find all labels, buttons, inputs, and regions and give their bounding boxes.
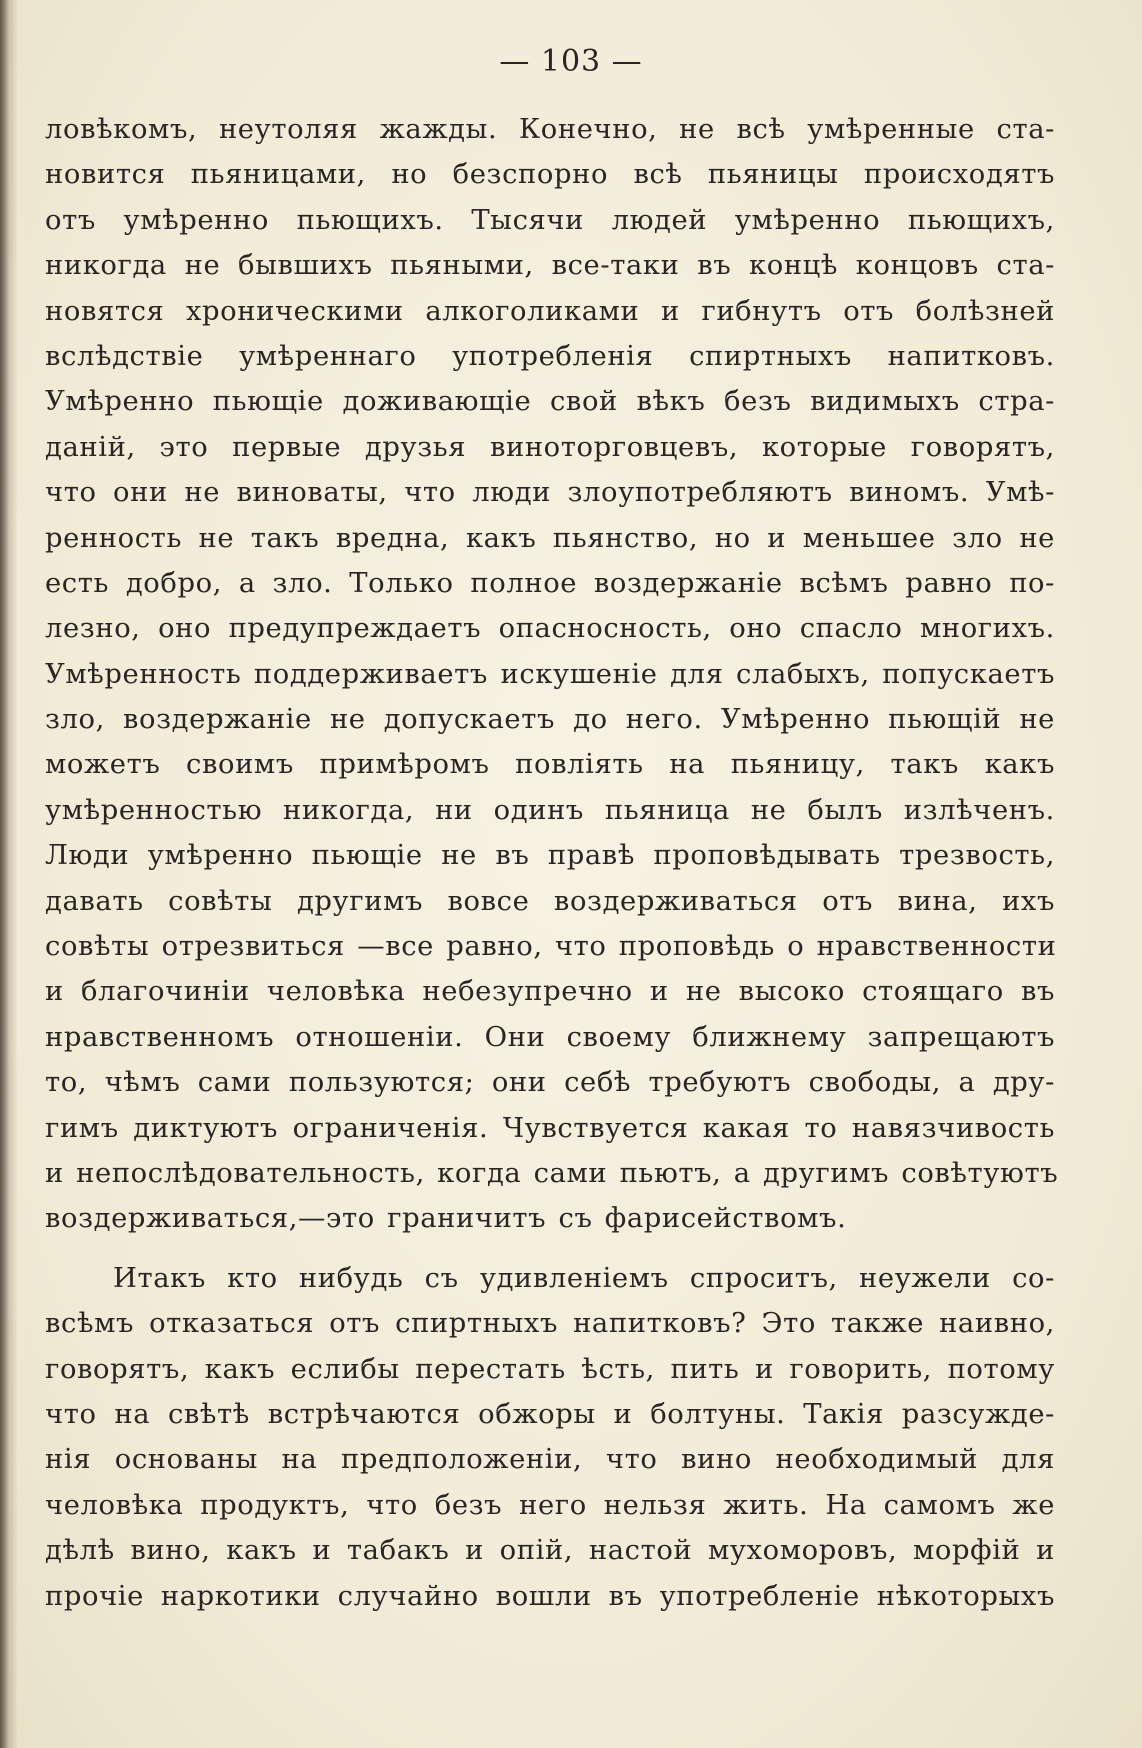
- paragraph-1: [45, 107, 1059, 1242]
- text-line: дѣлѣ вино, какъ и табакъ и опій, настой мухоморовъ, морфій и: [45, 1535, 1055, 1567]
- text-line: нравственномъ отношеніи. Они своему ближнему запрещаютъ: [45, 1021, 1055, 1053]
- text-line: ренность не такъ вредна, какъ пьянство, но и меньшее зло не: [45, 522, 1055, 554]
- text-line: воздерживаться,—это граничитъ съ фарисействомъ.: [45, 1203, 847, 1235]
- text-line: новятся хроническими алкоголиками и гибнутъ отъ болѣзней: [45, 295, 1055, 327]
- text-line: и непослѣдовательность, когда сами пьютъ, а другимъ совѣтуютъ: [45, 1157, 1059, 1189]
- text-line: даній, это первые друзья виноторговцевъ, которые говорятъ,: [45, 431, 1055, 463]
- text-line: Итакъ кто нибудь съ удивленіемъ спроситъ, неужели со-: [113, 1262, 1055, 1294]
- text-line: ловѣкомъ, неутоляя жажды. Конечно, не всѣ умѣренные ста-: [45, 114, 1055, 145]
- text-line: никогда не бывшихъ пьяными, все-таки въ концѣ концовъ ста-: [45, 250, 1055, 282]
- text-line: лезно, оно предупреждаетъ опасносность, оно спасло многихъ.: [45, 613, 1055, 645]
- text-line: есть добро, а зло. Только полное воздержаніе всѣмъ равно по-: [45, 567, 1055, 599]
- text-line: нія основаны на предположеніи, что вино необходимый для: [45, 1444, 1055, 1476]
- text-line: то, чѣмъ сами пользуются; они себѣ требуютъ свободы, а дру-: [45, 1067, 1055, 1099]
- text-line: гимъ диктуютъ ограниченія. Чувствуется какая то навязчивость: [45, 1112, 1055, 1144]
- page-binding-edge: [0, 0, 10, 1748]
- text-line: и благочиніи человѣка небезупречно и не высоко стоящаго въ: [45, 976, 1055, 1008]
- text-line: новится пьяницами, но безспорно всѣ пьяницы происходятъ: [45, 159, 1055, 191]
- text-line: отъ умѣренно пьющихъ. Тысячи людей умѣренно пьющихъ,: [45, 204, 1055, 236]
- text-line: человѣка продуктъ, что безъ него нельзя жить. На самомъ же: [45, 1489, 1055, 1521]
- text-line: Умѣренность поддерживаетъ искушеніе для слабыхъ, попускаетъ: [45, 658, 1055, 690]
- binding-shadow: [10, 0, 18, 1748]
- page-number: — 103 —: [499, 44, 643, 79]
- paragraph-2: [45, 1256, 1055, 1619]
- text-line: всѣмъ отказаться отъ спиртныхъ напитковъ? Это также наивно,: [45, 1308, 1055, 1340]
- text-line: Люди умѣренно пьющіе не въ правѣ проповѣдывать трезвость,: [45, 840, 1055, 872]
- text-line: умѣренностью никогда, ни одинъ пьяница не былъ излѣченъ.: [45, 794, 1055, 826]
- text-line: Умѣренно пьющіе доживающіе свой вѣкъ безъ видимыхъ стра-: [45, 386, 1055, 418]
- text-line: что на свѣтѣ встрѣчаются обжоры и болтуны. Такія разсужде-: [45, 1398, 1055, 1430]
- body-text: [45, 107, 1059, 1619]
- paragraph-gap: [45, 1242, 1055, 1256]
- text-line: совѣты отрезвиться —все равно, что проповѣдь о нравственности: [45, 931, 1057, 963]
- text-line: прочіе наркотики случайно вошли въ употребленіе нѣкоторыхъ: [45, 1580, 1055, 1612]
- text-line: зло, воздержаніе не допускаетъ до него. Умѣренно пьющій не: [45, 704, 1055, 736]
- text-line: вслѣдствіе умѣреннаго употребленія спиртныхъ напитковъ.: [45, 340, 1055, 372]
- text-line: давать совѣты другимъ вовсе воздерживаться отъ вина, ихъ: [45, 885, 1055, 917]
- text-line: что они не виноваты, что люди злоупотребляютъ виномъ. Умѣ-: [45, 477, 1055, 509]
- text-line: можетъ своимъ примѣромъ повліять на пьяницу, такъ какъ: [45, 749, 1055, 781]
- text-line: говорятъ, какъ еслибы перестать ѣсть, пить и говорить, потому: [45, 1353, 1055, 1385]
